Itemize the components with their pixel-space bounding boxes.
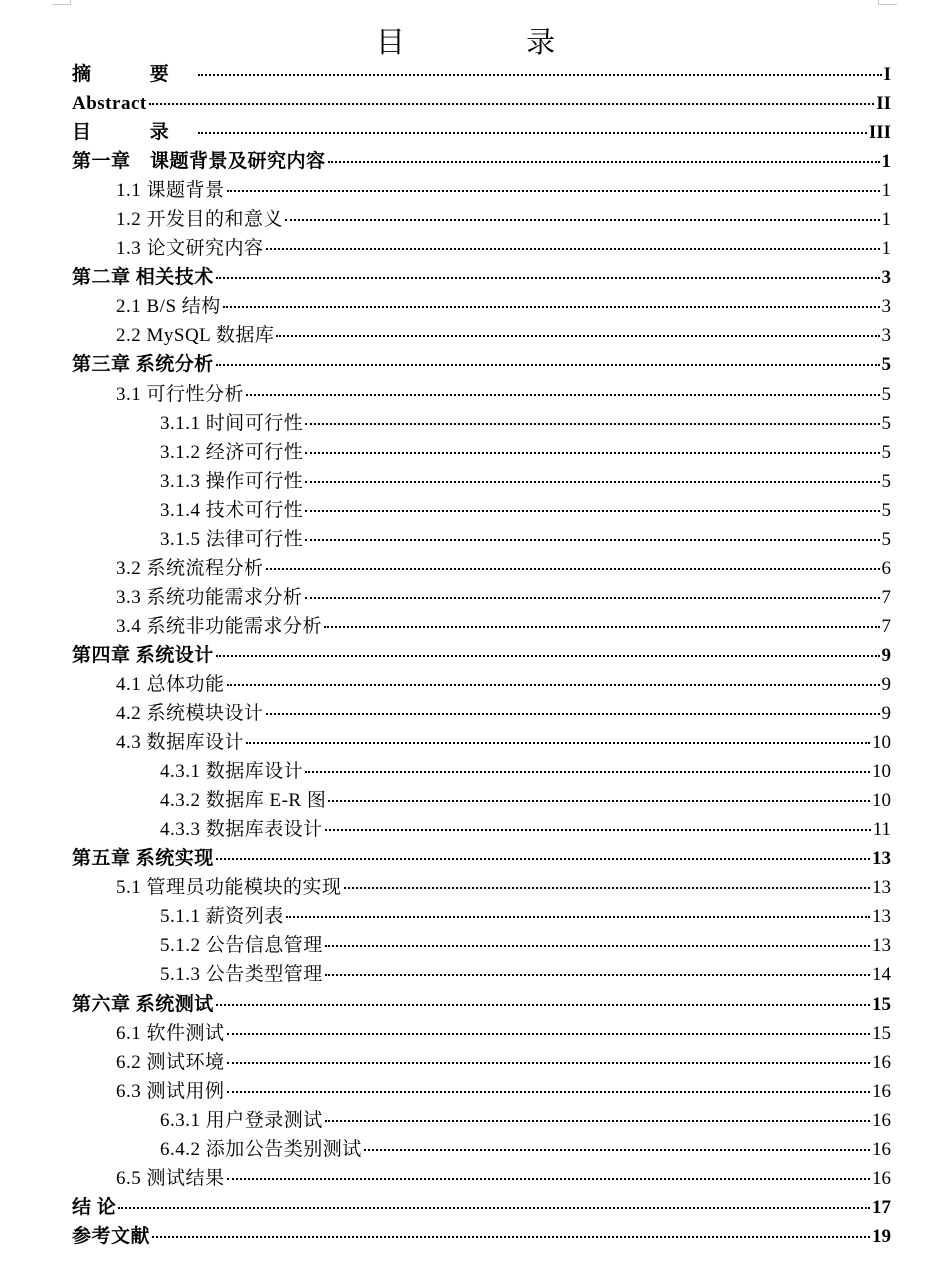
table-of-contents — [72, 60, 891, 1251]
toc-entry[interactable] — [72, 1077, 891, 1106]
toc-entry-label: 2.1 B/S 结构 — [116, 296, 221, 318]
toc-entry[interactable] — [72, 641, 891, 670]
toc-dot-leader — [227, 1062, 870, 1064]
toc-entry-label: 4.3.2 数据库 E-R 图 — [160, 790, 327, 812]
toc-entry[interactable] — [72, 554, 891, 583]
toc-entry[interactable] — [72, 902, 891, 931]
toc-entry-page-number: 7 — [881, 586, 891, 608]
toc-dot-leader — [325, 1120, 870, 1122]
toc-entry-label: 4.1 总体功能 — [116, 673, 225, 695]
toc-title: 目 录 — [375, 25, 612, 59]
toc-entry-page-number: 3 — [881, 296, 891, 318]
toc-entry-label: 第二章 相关技术 — [72, 267, 214, 289]
toc-entry-page-number: III — [868, 122, 891, 144]
toc-entry[interactable] — [72, 728, 891, 757]
toc-entry-label: 4.3 数据库设计 — [116, 732, 245, 754]
toc-dot-leader — [118, 1207, 870, 1209]
toc-dot-leader — [227, 1033, 870, 1035]
toc-entry-page-number: 13 — [872, 935, 891, 957]
toc-entry-page-number: 13 — [872, 877, 891, 899]
toc-entry-page-number: 1 — [881, 238, 891, 260]
toc-entry-page-number: 16 — [872, 1109, 891, 1131]
toc-entry-page-number: 3 — [881, 267, 891, 289]
toc-entry-label: 3.3 系统功能需求分析 — [116, 586, 303, 608]
toc-entry-label: 第六章 系统测试 — [72, 993, 214, 1015]
toc-entry-page-number: 5 — [881, 412, 891, 434]
toc-entry-label: 参考文献 — [72, 1225, 151, 1247]
toc-entry-label: 5.1.3 公告类型管理 — [160, 964, 323, 986]
toc-entry[interactable] — [72, 1222, 891, 1251]
toc-entry-page-number: 16 — [872, 1138, 891, 1160]
toc-entry[interactable] — [72, 118, 891, 147]
toc-entry-page-number: 14 — [872, 964, 891, 986]
toc-entry-label: 4.2 系统模块设计 — [116, 703, 264, 725]
toc-entry[interactable] — [72, 757, 891, 786]
toc-entry[interactable] — [72, 1135, 891, 1164]
toc-entry-label: 摘 要 — [72, 64, 196, 85]
toc-dot-leader — [324, 626, 879, 628]
toc-dot-leader — [325, 829, 871, 831]
toc-entry[interactable] — [72, 60, 891, 89]
toc-entry-label: 第三章 系统分析 — [72, 354, 214, 376]
toc-entry-page-number: 7 — [881, 615, 891, 637]
toc-entry[interactable] — [72, 380, 891, 409]
toc-entry-label: 第一章 课题背景及研究内容 — [72, 151, 326, 173]
toc-dot-leader — [227, 1091, 870, 1093]
toc-dot-leader — [246, 742, 870, 744]
toc-dot-leader — [344, 887, 870, 889]
page-corner-mark-left — [52, 0, 71, 5]
toc-entry-label: 5.1 管理员功能模块的实现 — [116, 877, 342, 899]
toc-entry-label: 3.1 可行性分析 — [116, 383, 245, 405]
toc-entry-page-number: 5 — [881, 499, 891, 521]
toc-entry-page-number: 16 — [872, 1080, 891, 1102]
toc-dot-leader — [286, 916, 870, 918]
toc-entry-label: Abstract — [72, 93, 147, 115]
toc-entry-label: 3.1.4 技术可行性 — [160, 499, 304, 521]
toc-dot-leader — [227, 1178, 870, 1180]
toc-entry-label: 6.5 测试结果 — [116, 1167, 225, 1189]
toc-entry-label: 4.3.1 数据库设计 — [160, 761, 304, 783]
toc-entry-label: 第四章 系统设计 — [72, 644, 214, 666]
toc-dot-leader — [266, 568, 880, 570]
toc-entry[interactable] — [72, 292, 891, 321]
toc-entry[interactable] — [72, 1164, 891, 1193]
toc-entry-page-number: 5 — [881, 383, 891, 405]
toc-entry-page-number: II — [876, 93, 891, 115]
toc-entry-label: 目 录 — [72, 122, 196, 144]
toc-dot-leader — [305, 539, 879, 541]
toc-entry[interactable] — [72, 873, 891, 902]
toc-entry-page-number: 6 — [881, 557, 891, 579]
toc-entry-page-number: I — [883, 64, 891, 85]
toc-entry-page-number: 13 — [872, 906, 891, 928]
toc-entry-page-number: 5 — [881, 354, 891, 376]
toc-dot-leader — [305, 423, 879, 425]
toc-entry-label: 3.1.3 操作可行性 — [160, 470, 304, 492]
toc-entry-label: 6.3 测试用例 — [116, 1080, 225, 1102]
toc-entry[interactable] — [72, 89, 891, 118]
toc-dot-leader — [216, 655, 880, 657]
toc-entry[interactable] — [72, 583, 891, 612]
toc-entry-page-number: 1 — [881, 209, 891, 231]
toc-entry[interactable] — [72, 1048, 891, 1077]
toc-entry[interactable] — [72, 467, 891, 496]
toc-entry-page-number: 10 — [872, 790, 891, 812]
toc-dot-leader — [198, 74, 882, 76]
toc-dot-leader — [305, 481, 879, 483]
toc-entry-page-number: 17 — [872, 1196, 891, 1218]
toc-entry-label: 3.4 系统非功能需求分析 — [116, 615, 323, 637]
toc-entry[interactable] — [72, 525, 891, 554]
toc-entry-label: 6.3.1 用户登录测试 — [160, 1109, 323, 1131]
toc-dot-leader — [325, 974, 870, 976]
toc-entry[interactable] — [72, 1193, 891, 1222]
toc-entry[interactable] — [72, 263, 891, 292]
toc-entry[interactable] — [72, 496, 891, 525]
toc-dot-leader — [216, 364, 880, 366]
toc-entry-page-number: 9 — [881, 644, 891, 666]
toc-dot-leader — [266, 713, 880, 715]
toc-entry-page-number: 15 — [872, 993, 891, 1015]
toc-dot-leader — [328, 161, 880, 163]
toc-entry[interactable] — [72, 815, 891, 844]
toc-entry-page-number: 13 — [872, 848, 891, 870]
toc-entry-label: 6.1 软件测试 — [116, 1022, 225, 1044]
toc-dot-leader — [246, 394, 879, 396]
toc-entry-page-number: 1 — [881, 151, 891, 173]
toc-entry-page-number: 9 — [881, 703, 891, 725]
toc-entry-label: 3.1.2 经济可行性 — [160, 441, 304, 463]
toc-entry[interactable] — [72, 350, 891, 379]
toc-entry-label: 5.1.2 公告信息管理 — [160, 935, 323, 957]
toc-dot-leader — [216, 1004, 870, 1006]
toc-dot-leader — [305, 452, 879, 454]
toc-entry-page-number: 19 — [872, 1225, 891, 1247]
toc-entry[interactable] — [72, 205, 891, 234]
toc-dot-leader — [216, 858, 870, 860]
toc-entry-page-number: 9 — [881, 673, 891, 695]
toc-entry[interactable] — [72, 960, 891, 989]
toc-dot-leader — [198, 132, 867, 134]
toc-dot-leader — [305, 771, 870, 773]
toc-entry-page-number: 10 — [872, 761, 891, 783]
toc-entry[interactable] — [72, 321, 891, 350]
toc-entry-label: 第五章 系统实现 — [72, 848, 214, 870]
toc-entry-page-number: 1 — [881, 180, 891, 202]
toc-entry-page-number: 5 — [881, 528, 891, 550]
toc-dot-leader — [305, 597, 880, 599]
toc-entry-page-number: 10 — [872, 732, 891, 754]
toc-entry[interactable] — [72, 147, 891, 176]
toc-entry-label: 2.2 MySQL 数据库 — [116, 325, 275, 347]
toc-entry[interactable] — [72, 176, 891, 205]
toc-dot-leader — [227, 190, 880, 192]
toc-entry[interactable] — [72, 438, 891, 467]
toc-dot-leader — [149, 103, 875, 105]
toc-entry-page-number: 5 — [881, 470, 891, 492]
toc-entry[interactable] — [72, 844, 891, 873]
toc-entry[interactable] — [72, 699, 891, 728]
toc-entry-page-number: 16 — [872, 1051, 891, 1073]
toc-entry[interactable] — [72, 1019, 891, 1048]
toc-dot-leader — [328, 800, 870, 802]
toc-dot-leader — [216, 277, 880, 279]
toc-entry[interactable] — [72, 990, 891, 1019]
toc-entry[interactable] — [72, 612, 891, 641]
toc-entry-page-number: 3 — [881, 325, 891, 347]
toc-entry-label: 6.2 测试环境 — [116, 1051, 225, 1073]
toc-dot-leader — [266, 248, 880, 250]
toc-entry-label: 4.3.3 数据库表设计 — [160, 819, 323, 841]
toc-entry-page-number: 5 — [881, 441, 891, 463]
toc-entry-page-number: 11 — [872, 819, 891, 841]
toc-dot-leader — [227, 684, 880, 686]
toc-entry-label: 1.3 论文研究内容 — [116, 238, 264, 260]
toc-entry-label: 5.1.1 薪资列表 — [160, 906, 284, 928]
toc-entry[interactable] — [72, 931, 891, 960]
toc-entry-label: 3.1.1 时间可行性 — [160, 412, 304, 434]
toc-entry-label: 1.2 开发目的和意义 — [116, 209, 284, 231]
page-corner-mark-right — [878, 0, 897, 5]
toc-entry-label: 1.1 课题背景 — [116, 180, 225, 202]
toc-entry-label: 3.1.5 法律可行性 — [160, 528, 304, 550]
toc-entry[interactable] — [72, 786, 891, 815]
toc-dot-leader — [325, 945, 870, 947]
toc-entry[interactable] — [72, 409, 891, 438]
toc-dot-leader — [364, 1149, 870, 1151]
toc-dot-leader — [223, 306, 880, 308]
toc-dot-leader — [305, 510, 879, 512]
toc-dot-leader — [285, 219, 879, 221]
toc-dot-leader — [276, 335, 879, 337]
toc-entry-page-number: 16 — [872, 1167, 891, 1189]
toc-entry[interactable] — [72, 234, 891, 263]
toc-entry-label: 6.4.2 添加公告类别测试 — [160, 1138, 362, 1160]
toc-entry[interactable] — [72, 670, 891, 699]
toc-dot-leader — [152, 1236, 870, 1238]
toc-entry[interactable] — [72, 1106, 891, 1135]
toc-entry-label: 3.2 系统流程分析 — [116, 557, 264, 579]
toc-entry-page-number: 15 — [872, 1022, 891, 1044]
toc-entry-label: 结 论 — [72, 1196, 117, 1218]
